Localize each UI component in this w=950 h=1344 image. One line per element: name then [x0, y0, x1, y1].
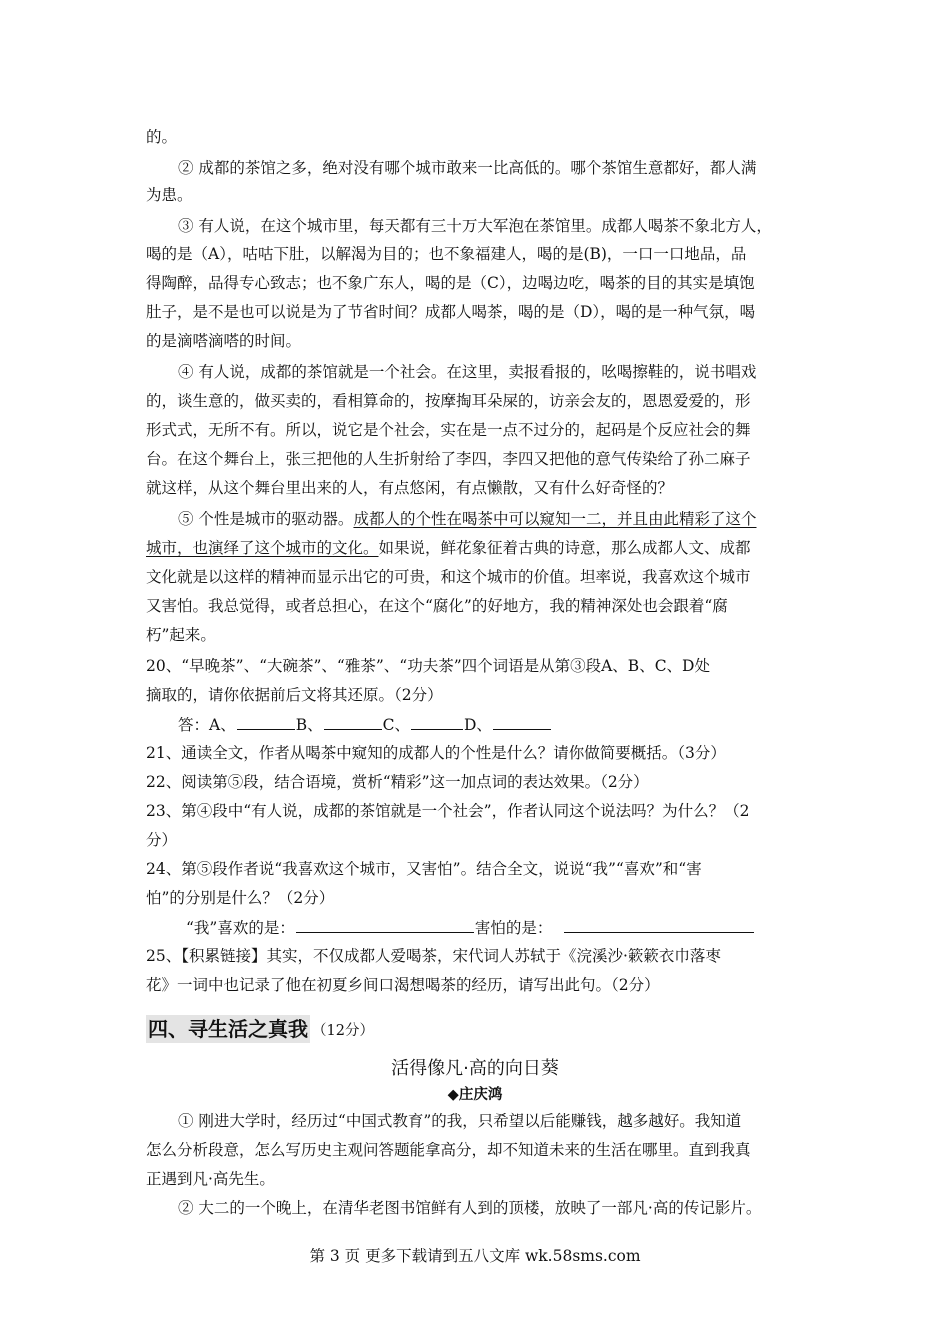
paragraph-3-line-1: ③ 有人说，在这个城市里，每天都有三十万大军泡在茶馆里。成都人喝茶不象北方人， — [178, 217, 772, 235]
question-23-line-2: 分） — [146, 831, 178, 849]
paragraph-5-line-4: 又害怕。我总觉得，或者总担心，在这个“腐化”的好地方，我的精神深处也会跟着“腐 — [146, 597, 728, 615]
question-20-answer-line — [178, 713, 818, 736]
paragraph-1-tail: 的。 — [146, 128, 178, 146]
paragraph-4-line-1: ④ 有人说，成都的茶馆就是一个社会。在这里，卖报看报的，吆喝擦鞋的，说书唱戏 — [178, 363, 757, 381]
question-25-line-1: 25、【积累链接】其实，不仅成都人爱喝茶，宋代词人苏轼于《浣溪沙·簌簌衣巾落枣 — [146, 947, 721, 965]
paragraph-4-line-3: 形式式，无所不有。所以，说它是个社会，实在是一点不过分的，起码是个反应社会的舞 — [146, 421, 751, 439]
question-20-line-1: 20、“早晚茶”、“大碗茶”、“雅茶”、“功夫茶”四个词语是从第③段A、B、C、D处 — [146, 657, 710, 675]
answer-blank-c[interactable] — [411, 713, 463, 730]
question-22: 22、阅读第⑤段，结合语境，赏析“精彩”这一加点词的表达效果。（2分） — [146, 773, 649, 791]
paragraph-5-lead: ⑤ 个性是城市的驱动器。 — [178, 510, 354, 528]
question-24-answer-line — [186, 916, 826, 939]
paragraph-2-line-1: ② 成都的茶馆之多，绝对没有哪个城市敢来一比高低的。哪个茶馆生意都好，都人满 — [178, 159, 757, 177]
paragraph-4-line-2: 的，谈生意的，做买卖的，看相算命的，按摩掏耳朵屎的，访亲会友的，恩恩爱爱的，形 — [146, 392, 751, 410]
answer-blank-like[interactable] — [296, 916, 474, 933]
paragraph-5-line-2-rest: 如果说，鲜花象征着古典的诗意，那么成都人文、成都 — [378, 539, 751, 557]
answer-blank-fear[interactable] — [564, 916, 754, 933]
paragraph-2-line-2: 为患。 — [146, 186, 193, 204]
article-paragraph-1-line-2: 怎么分析段意，怎么写历史主观问答题能拿高分，却不知道未来的生活在哪里。直到我真 — [146, 1141, 751, 1159]
article-title: 活得像凡·高的向日葵 — [391, 1058, 559, 1079]
paragraph-5-line-5: 朽”起来。 — [146, 626, 216, 644]
question-23-line-1: 23、第④段中“有人说，成都的茶馆就是一个社会”，作者认同这个说法吗？为什么？（2 — [146, 802, 750, 820]
answer-label-d: D、 — [463, 716, 492, 734]
paragraph-4-line-5: 就这样，从这个舞台里出来的人，有点悠闲，有点懒散，又有什么好奇怪的？ — [146, 479, 674, 497]
dotted-char-cai: 彩 — [694, 510, 710, 528]
article-paragraph-2-line-1: ② 大二的一个晚上，在清华老图书馆鲜有人到的顶楼，放映了一部凡·高的传记影片。 — [178, 1199, 762, 1217]
section-4-heading: 四、寻生活之真我 — [148, 1017, 308, 1041]
paragraph-5-line-1 — [178, 508, 818, 530]
paragraph-5-line-2 — [146, 537, 818, 559]
page-footer: 第 3 页 更多下载请到五八文库 wk.58sms.com — [309, 1247, 641, 1265]
section-4-header — [146, 1013, 374, 1043]
paragraph-3-line-3: 得陶醉，品得专心致志；也不象广东人，喝的是（C），边喝边吃，喝茶的目的其实是填饱 — [146, 274, 755, 292]
answer-blank-a[interactable] — [237, 713, 295, 730]
article-author: ◆庄庆鸿 — [447, 1087, 503, 1103]
paragraph-3-line-4: 肚子，是不是也可以说是为了节省时间？成都人喝茶，喝的是（D），喝的是一种气氛，喝 — [146, 303, 756, 321]
answer-blank-d[interactable] — [493, 713, 551, 730]
paragraph-5-line-3: 文化就是以这样的精神而显示出它的可贵，和这个城市的价值。坦率说，我喜欢这个城市 — [146, 568, 751, 586]
question-20-line-2: 摘取的，请你依据前后文将其还原。（2分） — [146, 686, 443, 704]
answer-label-a: A、 — [209, 716, 236, 734]
answer-prefix: 答： — [178, 716, 210, 734]
answer-like-label: “我”喜欢的是： — [186, 919, 295, 937]
question-24-line-2: 怕”的分别是什么？（2分） — [146, 889, 335, 907]
question-25-line-2: 花》一词中也记录了他在初夏乡间口渴想喝茶的经历，请写出此句。（2分） — [146, 976, 660, 994]
answer-label-b: B、 — [295, 716, 323, 734]
answer-label-c: C、 — [382, 716, 410, 734]
answer-blank-b[interactable] — [324, 713, 382, 730]
question-21: 21、通读全文，作者从喝茶中窥知的成都人的个性是什么？请你做简要概括。（3分） — [146, 744, 726, 762]
underlined-sentence-part-2: 城市，也演绎了这个城市的文化。 — [146, 539, 379, 557]
underlined-sentence-part-1 — [353, 510, 756, 528]
section-4-score: （12分） — [312, 1023, 374, 1039]
underlined-text-a: 成都人的个性在喝茶中可以窥知一二，并且由此 — [353, 510, 679, 528]
question-24-line-1: 24、第⑤段作者说“我喜欢这个城市，又害怕”。结合全文，说说“我”“喜欢”和“害 — [146, 860, 702, 878]
paragraph-4-line-4: 台。在这个舞台上，张三把他的人生折射给了李四，李四又把他的意气传染给了孙二麻子 — [146, 450, 751, 468]
underlined-text-b: 了这个 — [709, 510, 757, 528]
paragraph-3-line-2: 喝的是（A），咕咕下肚，以解渴为目的；也不象福建人，喝的是(B)，一口一口地品，品 — [146, 245, 747, 263]
article-paragraph-1-line-1: ① 刚进大学时，经历过“中国式教育”的我，只希望以后能赚钱，越多越好。我知道 — [178, 1112, 742, 1130]
article-paragraph-1-line-3: 正遇到凡·高先生。 — [146, 1170, 275, 1188]
dotted-char-jing: 精 — [678, 510, 695, 528]
paragraph-3-line-5: 的是滴嗒滴嗒的时间。 — [146, 332, 302, 350]
answer-fear-label: 害怕的是： — [474, 919, 553, 937]
